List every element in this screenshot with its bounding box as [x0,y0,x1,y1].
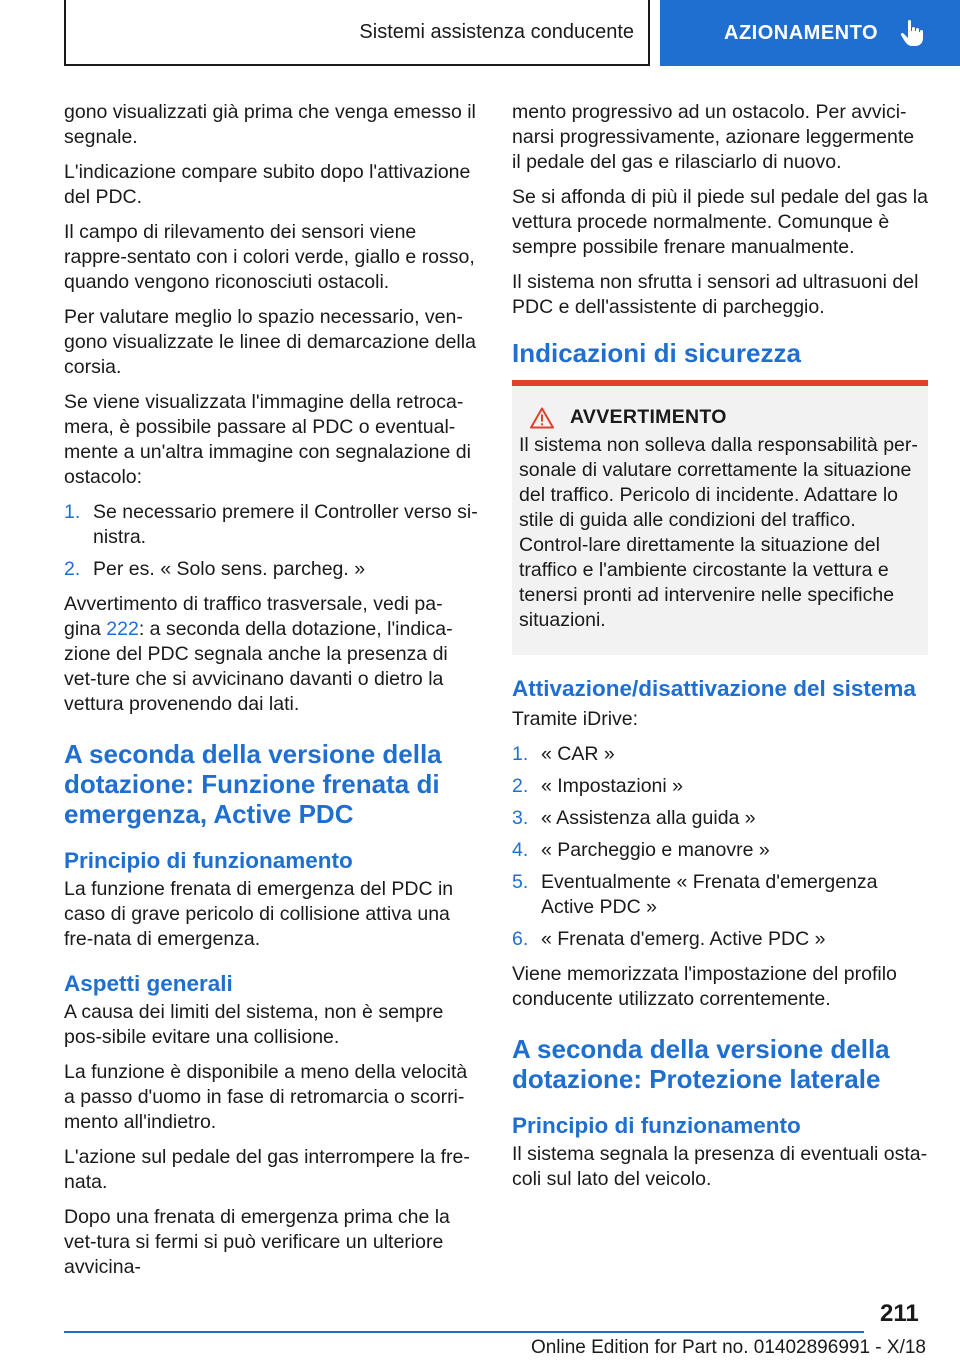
list-text: « CAR » [541,743,615,765]
list-text: « Impostazioni » [541,775,683,797]
right-column [512,100,928,1202]
numbered-list [64,500,478,582]
paragraph: L'azione sul pedale del gas interrompere la fre‐nata. [64,1146,470,1193]
list-number: 5. [512,871,529,893]
warning-title: AVVERTIMENTO [570,406,727,428]
paragraph: Viene memorizzata l'impostazione del profilo conducente utilizzato correntemente. [512,963,897,1010]
list-text: « Parcheggio e manovre » [541,839,770,861]
paragraph: Il campo di rilevamento dei sensori viene rappre‐sentato con i colori verde, giallo e rosso, quando vengono riconosciuti ostacoli. [64,221,475,293]
warning-box [512,380,928,655]
list-item [64,500,478,550]
warning-title-row [530,406,922,429]
paragraph-with-link [64,592,478,717]
footer-divider [64,1331,864,1333]
section-heading: A seconda della versione della dotazione: Protezione laterale [512,1034,890,1094]
paragraph: Se si affonda di più il piede sul pedale del gas la vettura procede normalmente. Comunque è sempre possibile frenare manualmente. [512,186,928,258]
subsection-heading: Aspetti generali [64,971,233,996]
list-item [512,806,928,831]
left-column [64,100,478,1290]
paragraph: La funzione frenata di emergenza del PDC in caso di grave pericolo di collisione attiva una fre‐nata di emergenza. [64,878,454,950]
list-number: 4. [512,839,529,861]
paragraph-text: : a seconda della dotazione, l'indica‐zione del PDC segnala anche la presenza di vet‐ture che si avvicinano davanti o dietro la vettura provenendo dai lati. [64,618,453,715]
warning-text: Il sistema non solleva dalla responsabilità per‐sonale di valutare correttamente la situazione del traffico. Pericolo di incidente. Adattare lo stile di guida alle condizioni del traffico. Control‐lare direttamente la situazione del traffico e l'ambiente circostante la vettura e tenersi pronti ad intervenire nelle specifiche situazioni. [519,434,918,631]
section-title: Sistemi assistenza conducente [359,20,634,43]
paragraph: Per valutare meglio lo spazio necessario, ven‐gono visualizzate le linee di demarcazione della corsia. [64,306,476,378]
page-header [0,0,960,66]
list-item [512,870,928,920]
warning-triangle-icon [530,407,554,429]
section-header-box [64,0,650,66]
list-text: Eventualmente « Frenata d'emergenza Active PDC » [541,871,878,918]
hand-pointer-icon [900,19,926,47]
list-text: « Frenata d'emerg. Active PDC » [541,928,826,950]
list-text: Per es. « Solo sens. parcheg. » [93,558,366,580]
paragraph: Il sistema non sfrutta i sensori ad ultrasuoni del PDC e dell'assistente di parcheggio. [512,271,919,318]
subsection-heading: Principio di funzionamento [512,1113,801,1138]
page-reference-link[interactable]: 222 [106,618,139,640]
list-item [512,774,928,799]
subsection-heading: Attivazione/disattivazione del sistema [512,676,916,701]
list-item [512,927,928,952]
page-number: 211 [880,1300,919,1327]
list-number: 2. [512,775,529,797]
section-heading: A seconda della versione della dotazione: Funzione frenata di emergenza, Active PDC [64,739,442,829]
subsection-heading: Principio di funzionamento [64,848,353,873]
paragraph: Dopo una frenata di emergenza prima che la vet‐tura si fermi si può verificare un ulteriore avvicina‐ [64,1206,450,1278]
list-number: 1. [512,743,529,765]
list-text: « Assistenza alla guida » [541,807,756,829]
list-number: 6. [512,928,529,950]
list-number: 3. [512,807,529,829]
list-item [512,838,928,863]
list-number: 1. [64,501,81,523]
paragraph: La funzione è disponibile a meno della velocità a passo d'uomo in fase di retromarcia o scorri‐mento all'indietro. [64,1061,468,1133]
footer-edition: Online Edition for Part no. 01402896991 - X/18 [530,1337,926,1358]
paragraph: A causa dei limiti del sistema, non è sempre pos‐sibile evitare una collisione. [64,1001,444,1048]
list-number: 2. [64,558,81,580]
section-heading: Indicazioni di sicurezza [512,338,801,368]
chapter-title: AZIONAMENTO [724,21,879,44]
chapter-tab[interactable] [660,0,960,66]
paragraph: L'indicazione compare subito dopo l'attivazione del PDC. [64,161,471,208]
paragraph: mento progressivo ad un ostacolo. Per avvici‐narsi progressivamente, azionare leggermente il pedale del gas e rilasciarlo di nuovo. [512,101,915,173]
paragraph: Tramite iDrive: [512,708,639,730]
paragraph: Il sistema segnala la presenza di eventuali osta‐coli sul lato del veicolo. [512,1143,928,1190]
paragraph-text: Avvertimento di traffico trasversale, vedi pa‐gina [64,593,443,640]
paragraph: Se viene visualizzata l'immagine della retroca‐mera, è possibile passare al PDC o eventual‐mente a un'altra immagine con segnalazione di ostacolo: [64,391,471,488]
numbered-list [512,742,928,952]
list-item [64,557,478,582]
paragraph: gono visualizzati già prima che venga emesso il segnale. [64,101,476,148]
list-item [512,742,928,767]
list-text: Se necessario premere il Controller verso si‐nistra. [93,501,478,548]
